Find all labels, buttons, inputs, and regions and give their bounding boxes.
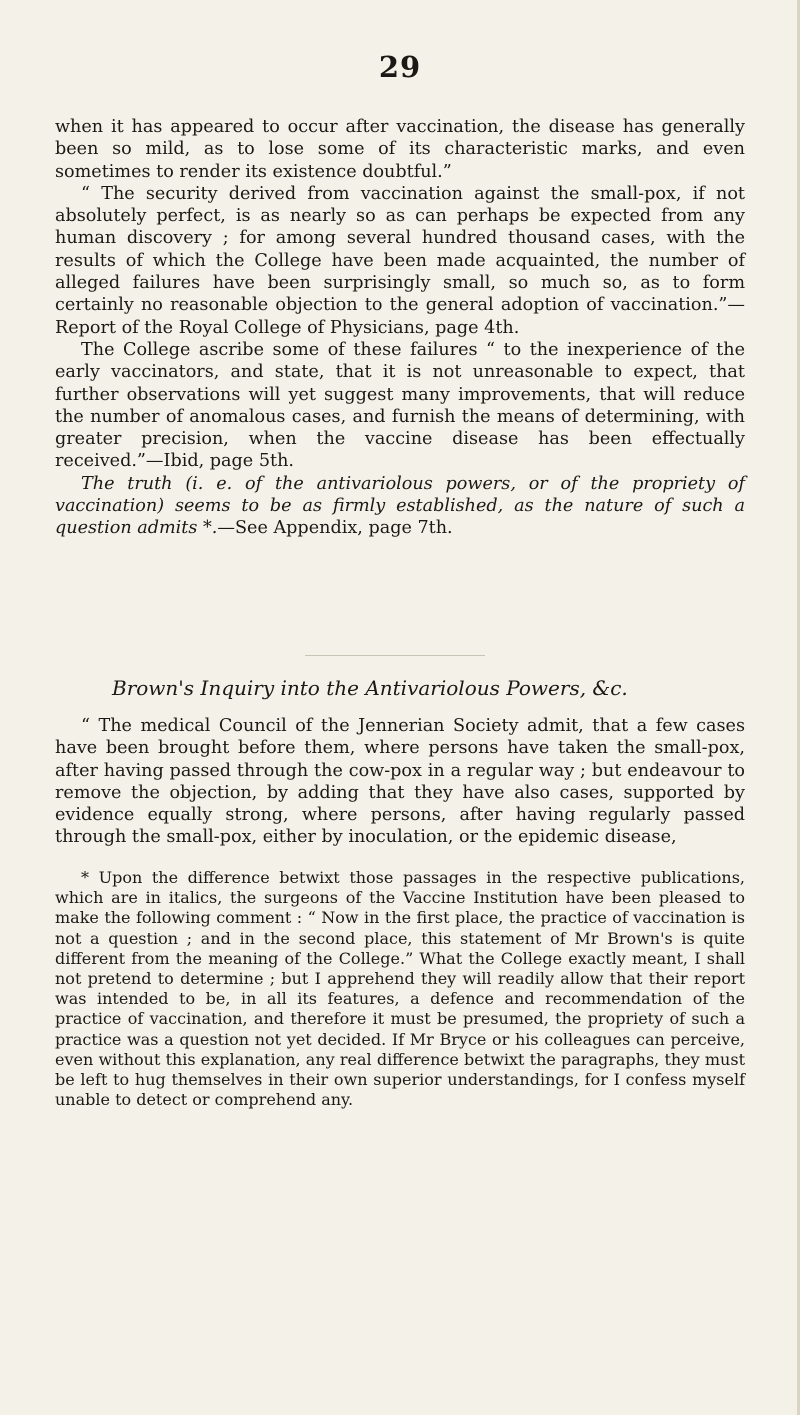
paragraph-truth	[55, 473, 745, 540]
jennerian-text	[55, 715, 745, 849]
italic-quote: The truth (i. e. of the antivariolous powers, or of the propriety of vaccination) seems to be as firmly established, as the nature of such a question admits	[55, 473, 745, 539]
paragraph-jennerian-council: “ The medical Council of the Jennerian Society admit, that a few cases have been brought before them, where persons have taken the small-pox, after having passed through the cow-pox in a regular way ; but endeavour to remove the objection, by adding that they have also cases, supported by evidence equally strong, where persons, after having regularly passed through the small-pox, either by inoculation, or the epidemic disease,	[55, 716, 745, 848]
footnote	[55, 868, 745, 1110]
footnote-marker: *.	[197, 518, 218, 539]
section-heading: Brown's Inquiry into the Antivariolous Powers, &c.	[112, 676, 628, 700]
paragraph-college-ascribe: The College ascribe some of these failures “ to the inexperience of the early vaccinators, and state, that it is not unreasonable to expect, that further observations will yet suggest many improvements, that will reduce the number of anomalous cases, and furnish the means of determining, with greater precision, when the vaccine disease has been effectually received.”—Ibid, page 5th.	[55, 339, 745, 472]
footnote-text: * Upon the difference betwixt those passages in the respective publications, which are in italics, the surgeons of the Vaccine Institution have been pleased to make the following comment : “ Now in the first place, the practice of vaccination is not a question ; and in the second place, this statement of Mr Brown's is quite different from the meaning of the College.” What the College exactly meant, I shall not pretend to determine ; but I apprehend they will readily allow that their report was intended to be, in all its features, a defence and recommendation of the practice of vaccination, and therefore it must be presumed, the propriety of such a practice was a question not yet decided. If Mr Bryce or his colleagues can perceive, even without this explanation, any real difference betwixt the paragraphs, they must be left to hug themselves in their own superior understandings, for I confess myself unable to detect or comprehend any.	[55, 868, 745, 1110]
paragraph-royal-college-report: “ The security derived from vaccination against the small-pox, if not absolutely perfect, is as nearly so as can perhaps be expected from any human discovery ; for among several hundred thousand cases, with the results of which the College have been made acquainted, the number of alleged failures have been surprisingly small, so much so, as to form certainly no reasonable objection to the general adoption of vaccination.”—Report of the Royal College of Physicians, page 4th.	[55, 183, 745, 338]
page-number: 29	[378, 50, 422, 84]
paragraph-continuation: when it has appeared to occur after vaccination, the disease has generally been so mild, as to lose some of its characteristic marks, and even sometimes to render its existence doubtful.”	[55, 117, 745, 182]
main-text	[55, 116, 745, 540]
appendix-reference: —See Appendix, page 7th.	[217, 518, 453, 539]
section-divider	[305, 655, 485, 656]
